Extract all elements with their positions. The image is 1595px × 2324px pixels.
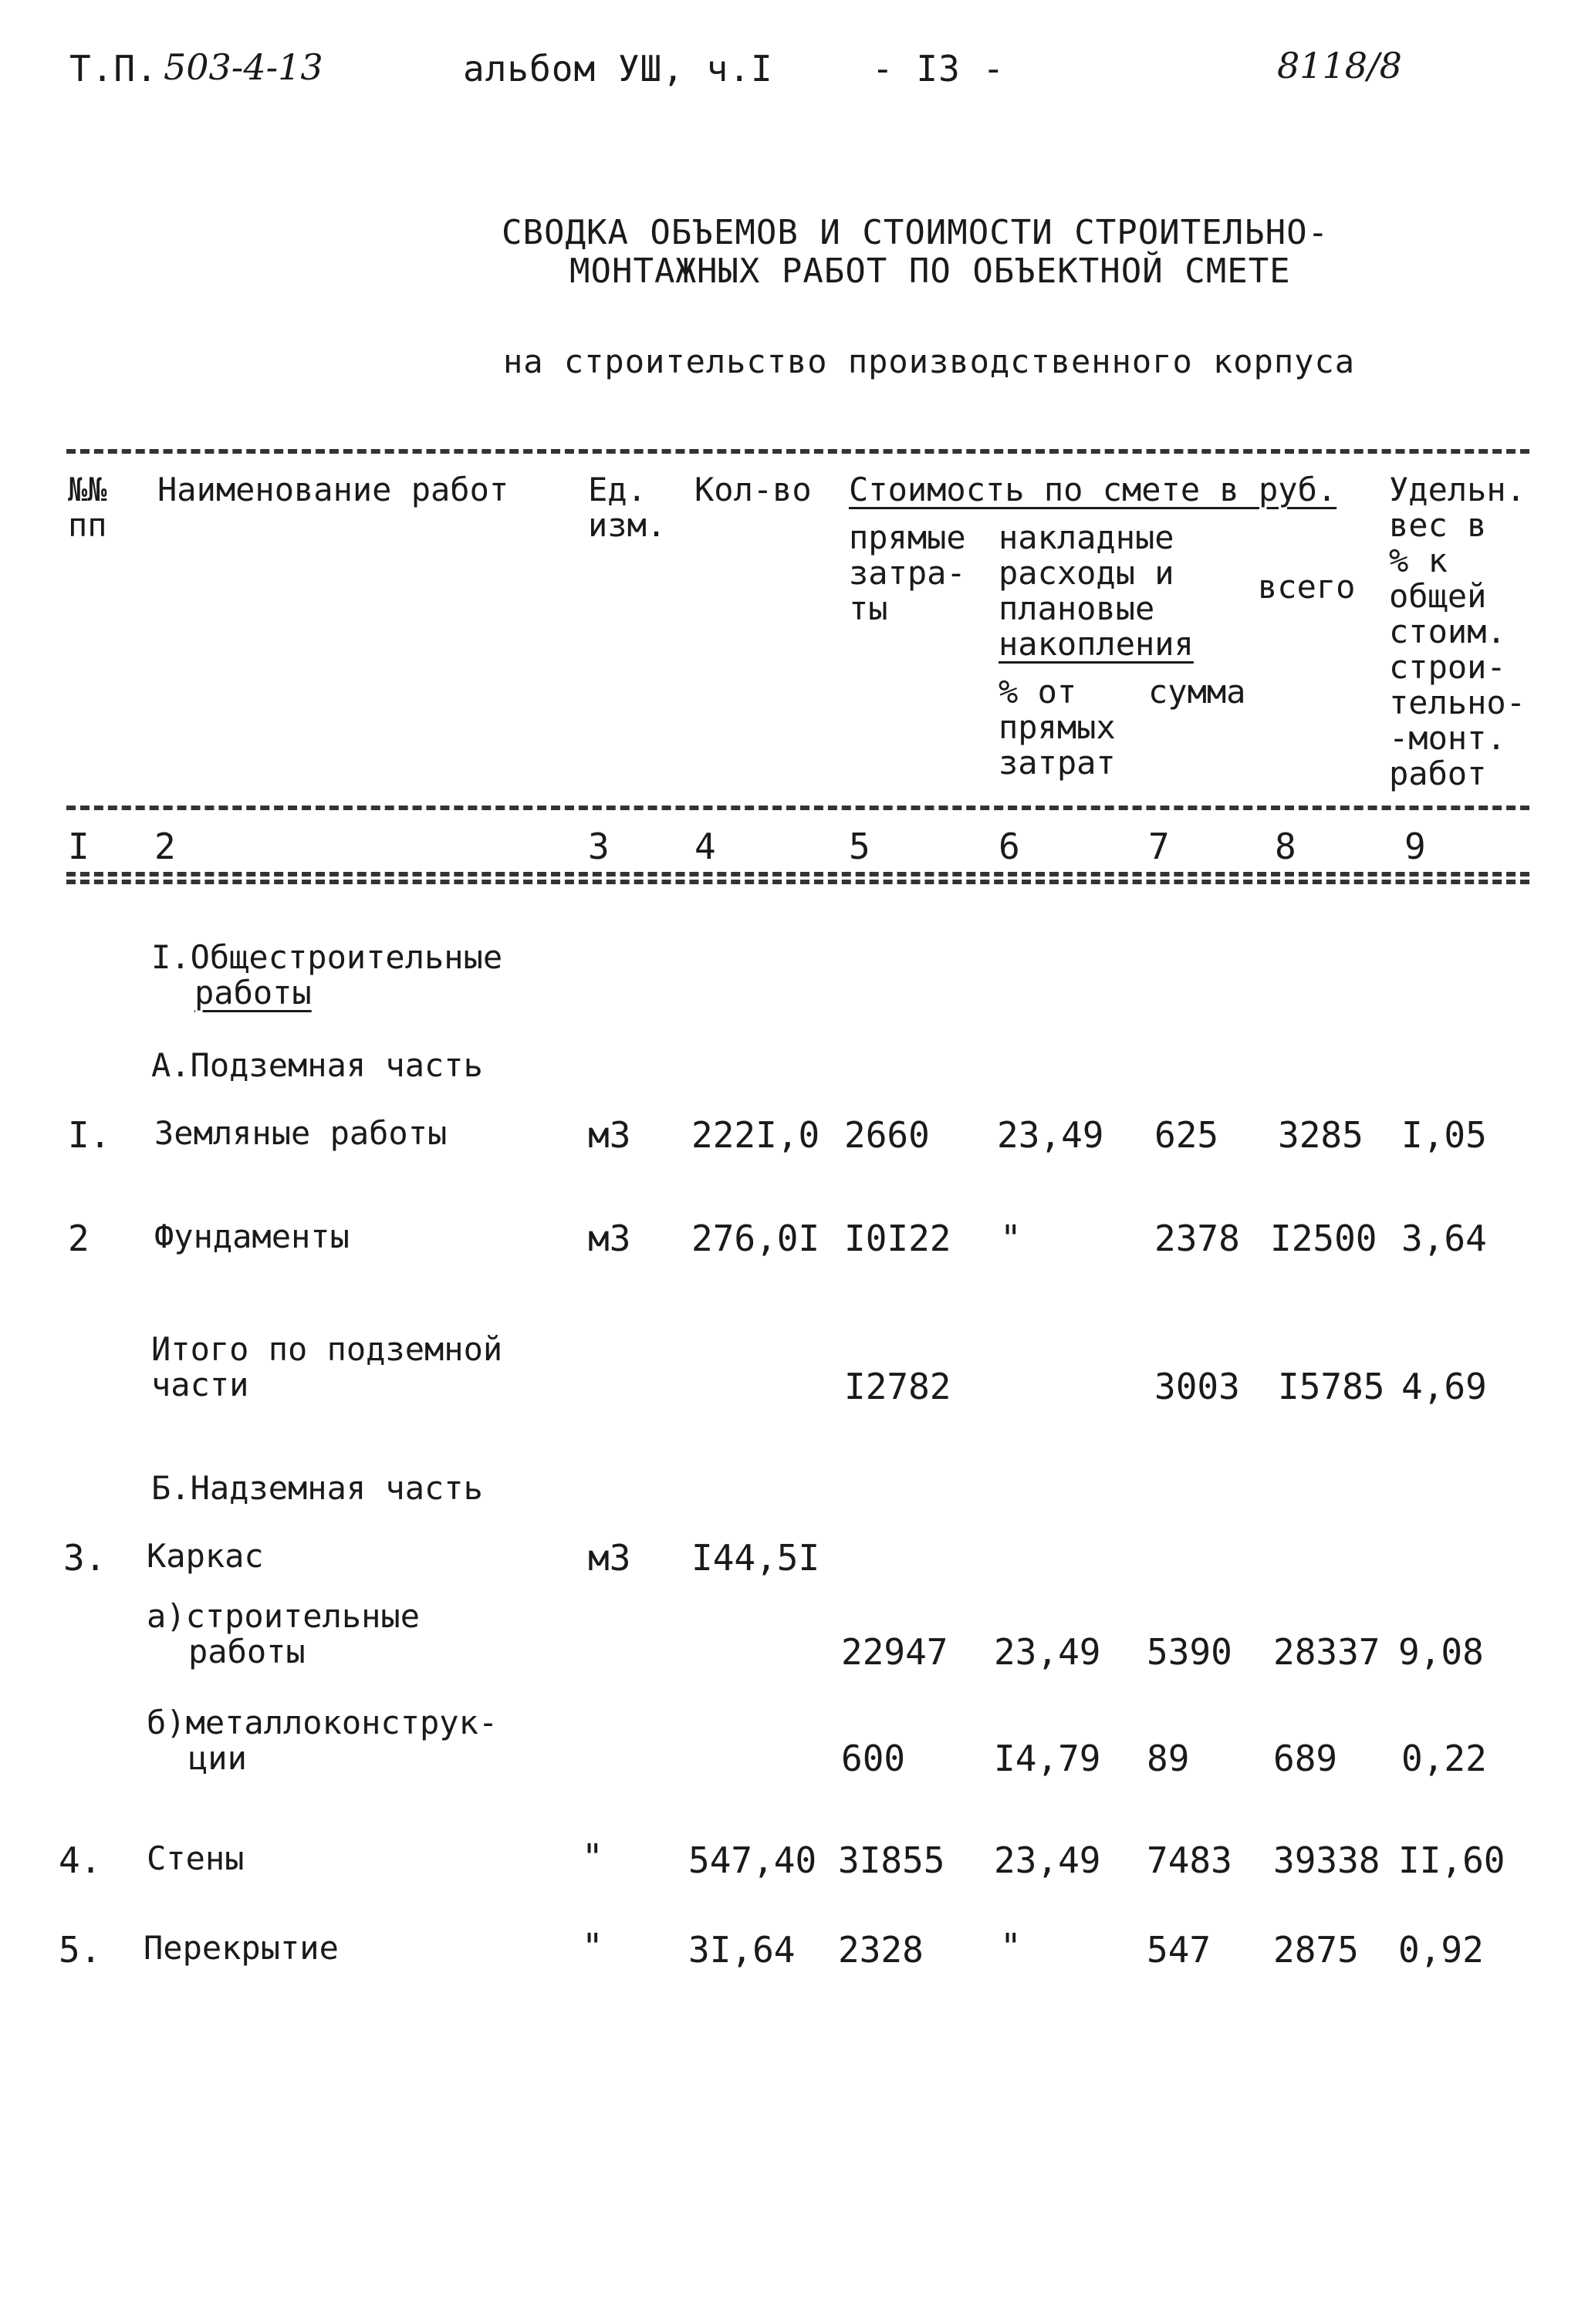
col-direct-header: прямые затра- ты <box>849 519 966 627</box>
row-unit: м3 <box>588 1537 631 1579</box>
row-total: 3285 <box>1278 1114 1364 1156</box>
row-direct: I0I22 <box>844 1218 951 1259</box>
page-number: - I3 - <box>872 48 1005 90</box>
subtotal-share: 4,69 <box>1401 1366 1487 1407</box>
sheet-number-handwritten: 8118/8 <box>1277 45 1402 86</box>
row-direct: 2660 <box>844 1114 930 1156</box>
row-name: Земляные работы <box>154 1114 448 1152</box>
doc-code-handwritten: 503-4-13 <box>164 46 323 88</box>
page-title-line2: МОНТАЖНЫХ РАБОТ ПО ОБЪЕКТНОЙ СМЕТЕ <box>569 252 1291 291</box>
row-total: 39338 <box>1273 1839 1380 1881</box>
subtotal-direct: I2782 <box>844 1366 951 1407</box>
row-unit: " <box>582 1926 603 1968</box>
col-number: 8 <box>1275 826 1296 867</box>
row-pct: I4,79 <box>994 1738 1101 1779</box>
col-number: 3 <box>588 826 610 867</box>
row-sum: 2378 <box>1154 1218 1240 1259</box>
col-number: 9 <box>1404 826 1426 867</box>
row-pct: 23,49 <box>994 1631 1101 1673</box>
subtotal-sum: 3003 <box>1154 1366 1240 1407</box>
row-pct: " <box>1000 1926 1022 1968</box>
row-share: 3,64 <box>1401 1218 1487 1259</box>
row-sum: 547 <box>1147 1929 1211 1971</box>
col-number: I <box>68 826 90 867</box>
row-number: 4. <box>59 1839 102 1881</box>
col-cost-header: Стоимость по смете в руб. <box>849 471 1337 508</box>
col-number: 5 <box>849 826 870 867</box>
row-number: 3. <box>63 1537 106 1579</box>
row-unit: м3 <box>588 1114 631 1156</box>
col-sum-header: сумма <box>1148 673 1246 711</box>
subtotal-label: Итого по подземной части <box>151 1330 503 1404</box>
col-number: 6 <box>999 826 1020 867</box>
album-label: альбом УШ, ч.I <box>463 48 773 90</box>
col-number-underline-2 <box>66 880 1529 884</box>
section-aboveground: Б.Надземная часть <box>151 1469 483 1507</box>
row-sum: 625 <box>1154 1114 1219 1156</box>
col-number: 4 <box>694 826 716 867</box>
section-underground: А.Подземная часть <box>151 1046 483 1084</box>
row-total: 2875 <box>1273 1929 1359 1971</box>
col-unit-header: Ед. изм. <box>588 471 667 544</box>
col-share-header: Удельн. вес в % к общей стоим. строи- тельно- -монт. работ <box>1389 471 1526 792</box>
col-number: 7 <box>1148 826 1170 867</box>
row-qty: 276,0I <box>691 1218 820 1259</box>
row-name: а)строительные работы <box>147 1597 421 1670</box>
table-top-rule <box>66 449 1529 454</box>
row-qty: 547,40 <box>688 1839 817 1881</box>
row-number: 5. <box>59 1929 102 1971</box>
row-qty: 3I,64 <box>688 1929 796 1971</box>
row-direct: 3I855 <box>838 1839 945 1881</box>
col-number: 2 <box>154 826 176 867</box>
header-bottom-rule <box>66 806 1529 810</box>
col-overhead-header: накладные расходы и плановые накопления <box>999 519 1194 663</box>
row-share: 0,92 <box>1398 1929 1484 1971</box>
row-name: Каркас <box>147 1537 264 1575</box>
row-direct: 2328 <box>838 1929 924 1971</box>
row-number: I. <box>68 1114 111 1156</box>
row-share: II,60 <box>1398 1839 1505 1881</box>
row-name: б)металлоконструк- ции <box>147 1704 498 1777</box>
row-total: I2500 <box>1270 1218 1377 1259</box>
row-unit: " <box>582 1836 603 1878</box>
row-sum: 5390 <box>1147 1631 1232 1673</box>
row-pct: " <box>1000 1218 1022 1259</box>
row-direct: 22947 <box>841 1631 948 1673</box>
page-subtitle: на строительство производственного корпуса <box>503 343 1356 380</box>
row-sum: 7483 <box>1147 1839 1232 1881</box>
section-general-construction: I.Общестроительные работы <box>151 938 503 1012</box>
row-sum: 89 <box>1147 1738 1190 1779</box>
col-number-underline-1 <box>66 872 1529 877</box>
row-pct: 23,49 <box>997 1114 1104 1156</box>
col-pct-header: % от прямых затрат <box>999 673 1116 782</box>
subtotal-total: I5785 <box>1278 1366 1385 1407</box>
row-name: Стены <box>147 1839 245 1877</box>
row-share: 9,08 <box>1398 1631 1484 1673</box>
row-direct: 600 <box>841 1738 906 1779</box>
doc-code-prefix: Т.П. <box>69 48 158 90</box>
row-qty: 222I,0 <box>691 1114 820 1156</box>
row-name: Фундаменты <box>154 1218 350 1255</box>
col-name-header: Наименование работ <box>157 471 509 508</box>
col-qty-header: Кол-во <box>694 471 812 508</box>
row-share: I,05 <box>1401 1114 1487 1156</box>
row-pct: 23,49 <box>994 1839 1101 1881</box>
col-total-header: всего <box>1258 568 1356 606</box>
row-name: Перекрытие <box>144 1929 339 1967</box>
row-total: 689 <box>1273 1738 1338 1779</box>
row-number: 2 <box>68 1218 90 1259</box>
row-qty: I44,5I <box>691 1537 820 1579</box>
row-unit: м3 <box>588 1218 631 1259</box>
page-title-line1: СВОДКА ОБЪЕМОВ И СТОИМОСТИ СТРОИТЕЛЬНО- <box>502 213 1330 252</box>
row-total: 28337 <box>1273 1631 1380 1673</box>
row-share: 0,22 <box>1401 1738 1487 1779</box>
col-num-header: №№ пп <box>68 471 107 544</box>
